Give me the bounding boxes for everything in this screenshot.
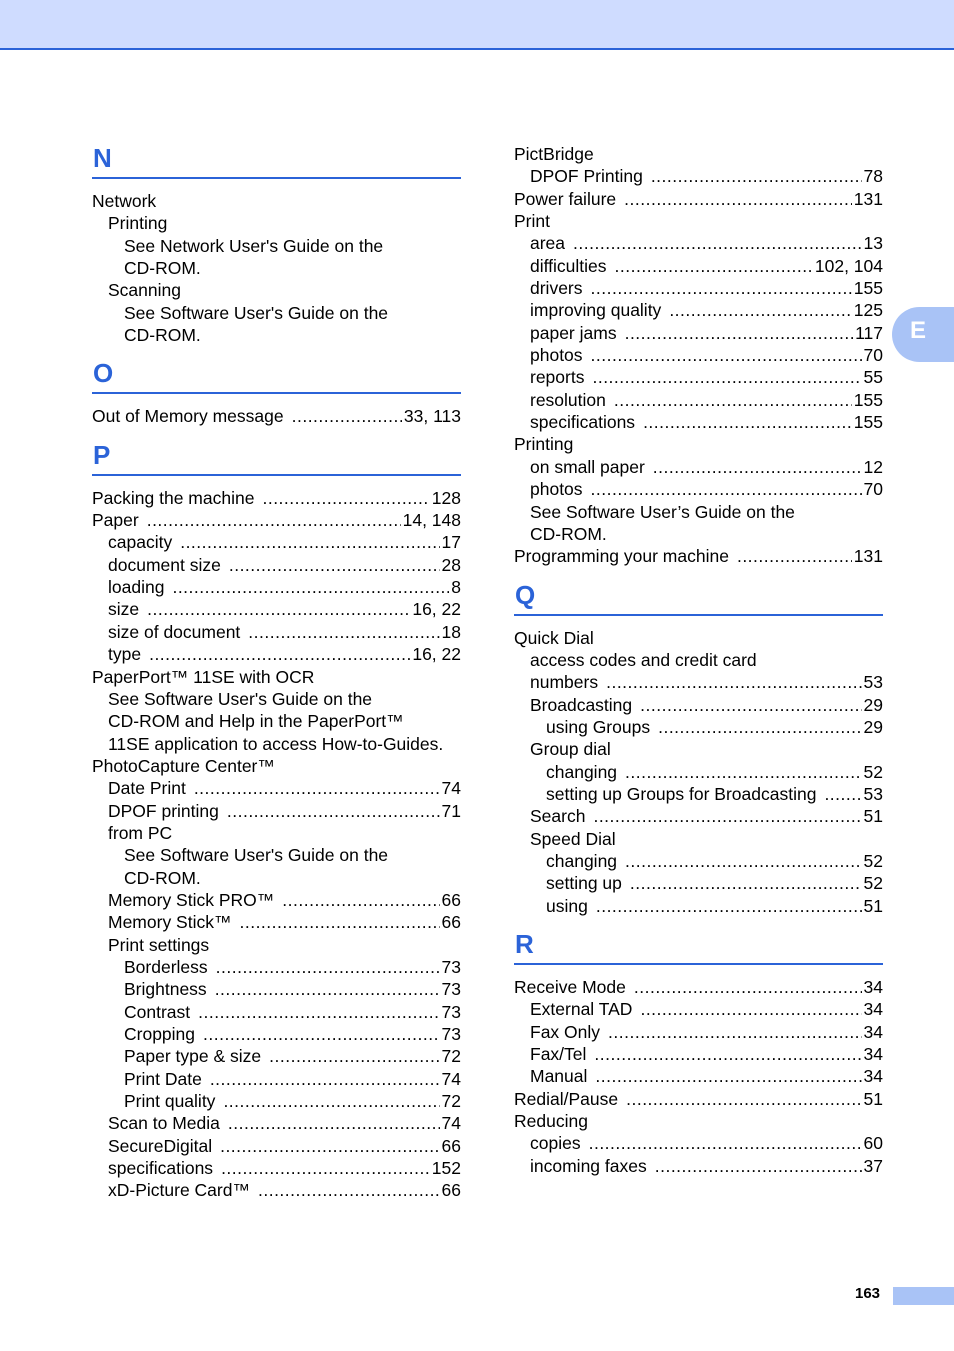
index-entry	[514, 523, 883, 545]
index-entry-label: Programming your machine	[514, 546, 729, 567]
index-page-ref[interactable]: 52	[863, 850, 883, 871]
index-page-ref[interactable]: 70	[863, 479, 883, 500]
index-entry	[514, 872, 883, 894]
page-number: 163	[855, 1285, 881, 1302]
dot-leader	[194, 777, 440, 799]
index-page-ref[interactable]: 55	[863, 367, 883, 388]
index-entry-label: See Software User's Guide on the	[124, 302, 389, 323]
index-entry-label: photos	[530, 345, 583, 366]
index-page-ref[interactable]: 29	[863, 694, 883, 715]
dot-leader	[198, 1001, 439, 1023]
index-page-ref[interactable]: 53	[863, 672, 883, 693]
index-entry	[514, 210, 883, 232]
index-entry-label: Power failure	[514, 188, 617, 209]
index-entry-label: Date Print	[108, 778, 186, 799]
dot-leader	[147, 509, 401, 531]
index-entry	[514, 783, 883, 805]
index-entry-label: loading	[108, 577, 165, 598]
index-page-ref[interactable]: 102, 104	[814, 255, 883, 276]
index-entry-label: drivers	[530, 278, 583, 299]
index-entry	[92, 889, 461, 911]
index-entry-label: setting up Groups for Broadcasting	[546, 783, 817, 804]
index-entry-label: Fax/Tel	[530, 1044, 587, 1065]
index-entry-label: capacity	[108, 532, 173, 553]
index-entry-label: 11SE application to access How-to-Guides.	[108, 733, 444, 754]
index-entry-label: PhotoCapture Center™	[92, 755, 275, 776]
section-heading: R	[514, 929, 883, 965]
dot-leader	[215, 978, 440, 1000]
index-entry	[514, 322, 883, 344]
index-entry-label: using	[546, 895, 588, 916]
dot-leader	[643, 411, 852, 433]
index-page-ref[interactable]: 51	[863, 1088, 883, 1109]
index-entry-label: document size	[108, 554, 221, 575]
dot-leader	[653, 456, 862, 478]
index-entry	[514, 456, 883, 478]
index-page-ref[interactable]: 74	[441, 778, 461, 799]
index-entry	[514, 389, 883, 411]
index-page-ref[interactable]: 155	[853, 389, 883, 410]
dot-leader	[269, 1045, 439, 1067]
index-page-ref[interactable]: 16, 22	[412, 599, 461, 620]
dot-leader	[248, 621, 439, 643]
index-entry-label: using Groups	[546, 716, 651, 737]
index-entry	[514, 895, 883, 917]
index-entry-label: External TAD	[530, 999, 633, 1020]
dot-leader	[737, 545, 852, 567]
dot-leader	[630, 872, 862, 894]
dot-leader	[239, 911, 439, 933]
index-page-ref[interactable]: 52	[863, 873, 883, 894]
section-tab-label: E	[910, 317, 927, 344]
index-entry	[514, 299, 883, 321]
index-entry-label: type	[108, 644, 142, 665]
index-entry-label: Scan to Media	[108, 1113, 220, 1134]
index-entry-label: Paper type & size	[124, 1046, 262, 1067]
index-page-ref[interactable]: 131	[853, 188, 883, 209]
index-entry	[92, 1023, 461, 1045]
index-entry	[92, 257, 461, 279]
dot-leader	[591, 344, 862, 366]
index-entry	[92, 487, 461, 509]
section-heading: P	[92, 440, 461, 476]
index-entry	[514, 805, 883, 827]
index-page-ref[interactable]: 28	[441, 554, 461, 575]
index-entry	[92, 576, 461, 598]
dot-leader	[228, 1112, 440, 1134]
index-page-ref[interactable]: 72	[441, 1091, 461, 1112]
index-entry	[92, 1001, 461, 1023]
index-entry-label: Search	[530, 806, 586, 827]
index-entry-label: Out of Memory message	[92, 406, 284, 427]
dot-leader	[626, 1088, 861, 1110]
index-page-ref[interactable]: 29	[863, 716, 883, 737]
index-page-ref[interactable]: 34	[863, 999, 883, 1020]
index-entry	[92, 956, 461, 978]
index-entry	[514, 366, 883, 388]
dot-leader	[625, 761, 861, 783]
dot-leader	[589, 1132, 862, 1154]
index-entry	[92, 822, 461, 844]
dot-leader	[180, 531, 439, 553]
index-entry	[92, 867, 461, 889]
dot-leader	[669, 299, 851, 321]
dot-leader	[606, 671, 861, 693]
index-section	[92, 440, 461, 1202]
index-page-ref[interactable]: 14, 148	[402, 510, 461, 531]
index-entry-label: Print Date	[124, 1068, 202, 1089]
index-entry	[92, 598, 461, 620]
index-entry	[514, 828, 883, 850]
dot-leader	[625, 322, 854, 344]
index-entry	[92, 554, 461, 576]
index-entry-label: paper jams	[530, 322, 617, 343]
index-section	[514, 580, 883, 917]
index-entry-label: setting up	[546, 873, 622, 894]
index-page-ref[interactable]: 155	[853, 278, 883, 299]
index-entry-label: Reducing	[514, 1111, 588, 1132]
index-entry-label: Print quality	[124, 1091, 216, 1112]
dot-leader	[624, 188, 852, 210]
dot-leader	[227, 800, 440, 822]
index-entry-label: Broadcasting	[530, 694, 633, 715]
index-entry	[92, 911, 461, 933]
index-entry-label: on small paper	[530, 456, 645, 477]
index-entry	[92, 1135, 461, 1157]
dot-leader	[615, 255, 813, 277]
index-entry-label: access codes and credit card	[530, 649, 757, 670]
index-page-ref[interactable]: 66	[441, 912, 461, 933]
index-entry	[514, 277, 883, 299]
index-entry-label: Printing	[108, 213, 168, 234]
dot-leader	[220, 1135, 439, 1157]
index-entry	[514, 255, 883, 277]
index-page-ref[interactable]: 152	[431, 1158, 461, 1179]
index-page-ref[interactable]: 53	[863, 783, 883, 804]
index-entry	[514, 143, 883, 165]
index-entry	[92, 1112, 461, 1134]
index-page-ref[interactable]: 73	[441, 979, 461, 1000]
index-entry-label: PictBridge	[514, 144, 594, 164]
index-entry	[92, 1045, 461, 1067]
index-entry-label: size	[108, 599, 140, 620]
index-page-ref[interactable]: 131	[853, 546, 883, 567]
index-page-ref[interactable]: 34	[863, 1044, 883, 1065]
index-entry	[92, 190, 461, 212]
index-section	[92, 358, 461, 427]
section-tab[interactable]	[892, 307, 954, 362]
index-column-left	[92, 143, 461, 1214]
index-entry	[514, 850, 883, 872]
dot-leader	[216, 956, 440, 978]
dot-leader	[651, 165, 862, 187]
index-entry-label: DPOF Printing	[530, 166, 643, 187]
index-entry-label: Manual	[530, 1066, 588, 1087]
index-entry	[514, 545, 883, 567]
index-entry-label: Brightness	[124, 979, 207, 1000]
dot-leader	[625, 850, 861, 872]
index-page-ref[interactable]: 71	[441, 800, 461, 821]
section-heading: N	[92, 143, 461, 179]
index-page-ref[interactable]: 66	[441, 1180, 461, 1201]
dot-leader	[655, 1155, 862, 1177]
index-entry	[92, 934, 461, 956]
index-entry-label: Network	[92, 191, 157, 211]
index-entry	[92, 777, 461, 799]
index-page-ref[interactable]: 72	[441, 1046, 461, 1067]
dot-leader	[640, 998, 861, 1020]
index-entry-label: changing	[546, 850, 618, 871]
index-entry-label: Redial/Pause	[514, 1088, 619, 1109]
index-entry-label: CD-ROM.	[124, 258, 201, 279]
index-entry-label: Memory Stick™	[108, 912, 232, 933]
index-entry-label: DPOF printing	[108, 800, 219, 821]
index-entry	[92, 405, 461, 427]
index-entry	[514, 411, 883, 433]
index-entry	[514, 1088, 883, 1110]
index-section	[92, 143, 461, 346]
index-entry-label: Print	[514, 211, 550, 232]
index-entry-label: See Network User's Guide on the	[124, 235, 384, 256]
index-page-ref[interactable]: 18	[441, 621, 461, 642]
dot-leader	[258, 1179, 440, 1201]
index-entry	[514, 738, 883, 760]
index-entry-label: Packing the machine	[92, 487, 255, 508]
index-entry	[92, 509, 461, 531]
index-entry	[514, 1132, 883, 1154]
index-entry	[514, 433, 883, 455]
section-heading: Q	[514, 580, 883, 616]
footer-bar	[893, 1287, 954, 1305]
index-page-ref[interactable]: 66	[441, 889, 461, 910]
index-page-ref[interactable]: 117	[855, 322, 883, 343]
index-page-ref[interactable]: 155	[853, 412, 883, 433]
dot-leader	[149, 643, 410, 665]
index-entry-label: SecureDigital	[108, 1135, 213, 1156]
index-entry-label: numbers	[530, 672, 599, 693]
index-page-ref[interactable]: 73	[441, 956, 461, 977]
index-entry-label: from PC	[108, 822, 173, 843]
index-entry	[92, 710, 461, 732]
index-entry-label: Memory Stick PRO™	[108, 889, 275, 910]
index-entry	[92, 531, 461, 553]
index-entry-label: incoming faxes	[530, 1155, 647, 1176]
dot-leader	[221, 1157, 430, 1179]
index-entry	[92, 235, 461, 257]
index-entry	[514, 998, 883, 1020]
index-entry-label: size of document	[108, 621, 241, 642]
index-entry	[514, 1155, 883, 1177]
index-page-ref[interactable]: 60	[863, 1133, 883, 1154]
index-page-ref[interactable]: 34	[863, 977, 883, 997]
dot-leader	[593, 805, 861, 827]
index-entry-label: Print settings	[108, 934, 210, 955]
index-entry	[92, 643, 461, 665]
index-page-ref[interactable]: 74	[441, 1068, 461, 1089]
index-entry	[92, 1157, 461, 1179]
index-entry-label: See Software User's Guide on the	[108, 688, 373, 709]
dot-leader	[658, 716, 861, 738]
index-entry	[514, 694, 883, 716]
index-entry	[514, 976, 883, 998]
index-entry-label: reports	[530, 367, 585, 388]
dot-leader	[592, 366, 861, 388]
index-entry-label: specifications	[530, 412, 636, 433]
dot-leader	[172, 576, 449, 598]
dot-leader	[824, 783, 861, 805]
dot-leader	[292, 405, 402, 427]
index-entry	[514, 1110, 883, 1132]
index-page-ref[interactable]: 8	[451, 577, 461, 598]
index-entry-label: Contrast	[124, 1001, 191, 1022]
index-page-ref[interactable]: 12	[863, 456, 883, 477]
index-page-ref[interactable]: 34	[863, 1021, 883, 1042]
index-entry	[514, 165, 883, 187]
index-page-ref[interactable]: 37	[863, 1155, 883, 1176]
index-entry	[92, 666, 461, 688]
index-entry-label: Fax Only	[530, 1021, 601, 1042]
index-entry-label: CD-ROM and Help in the PaperPort™	[108, 711, 404, 732]
index-entry-label: area	[530, 233, 566, 254]
index-page-ref[interactable]: 16, 22	[412, 644, 461, 665]
index-page-ref[interactable]: 74	[441, 1113, 461, 1134]
index-entry	[514, 671, 883, 693]
index-entry	[514, 1065, 883, 1087]
header-band	[0, 0, 954, 50]
index-entry	[92, 844, 461, 866]
index-page-ref[interactable]: 34	[863, 1066, 883, 1087]
index-entry	[92, 324, 461, 346]
index-entry	[514, 1021, 883, 1043]
index-section	[514, 143, 883, 568]
index-entry	[514, 478, 883, 500]
index-entry	[92, 1068, 461, 1090]
index-entry-label: Paper	[92, 510, 139, 531]
index-entry-label: CD-ROM.	[124, 867, 201, 888]
dot-leader	[614, 389, 852, 411]
index-entry-label: See Software User's Guide on the	[124, 845, 389, 866]
dot-leader	[608, 1021, 862, 1043]
index-entry	[514, 627, 883, 649]
index-entry	[92, 302, 461, 324]
index-entry	[514, 232, 883, 254]
dot-leader	[147, 598, 410, 620]
dot-leader	[203, 1023, 440, 1045]
index-entry	[514, 1043, 883, 1065]
index-entry-label: CD-ROM.	[530, 523, 607, 544]
dot-leader	[634, 976, 862, 998]
index-entry-label: photos	[530, 479, 583, 500]
index-entry	[514, 188, 883, 210]
dot-leader	[229, 554, 440, 576]
index-entry	[514, 761, 883, 783]
index-entry-label: Printing	[514, 434, 574, 455]
index-entry	[514, 344, 883, 366]
index-entry-label: Borderless	[124, 956, 208, 977]
dot-leader	[640, 694, 861, 716]
dot-leader	[591, 277, 852, 299]
index-entry-label: Scanning	[108, 280, 181, 301]
index-entry-label: difficulties	[530, 255, 607, 276]
index-page-ref[interactable]: 78	[863, 166, 883, 187]
dot-leader	[596, 895, 862, 917]
dot-leader	[595, 1065, 861, 1087]
index-page-ref[interactable]: 33, 113	[403, 406, 461, 427]
section-heading: O	[92, 358, 461, 394]
index-entry-label: Speed Dial	[530, 828, 616, 849]
index-page-ref[interactable]: 125	[853, 300, 883, 321]
index-page-ref[interactable]: 66	[441, 1135, 461, 1156]
index-entry	[92, 1179, 461, 1201]
index-entry	[92, 978, 461, 1000]
index-entry-label: Receive Mode	[514, 977, 626, 997]
dot-leader	[594, 1043, 861, 1065]
index-entry-label: PaperPort™ 11SE with OCR	[92, 666, 315, 687]
index-entry-label: improving quality	[530, 300, 662, 321]
dot-leader	[262, 487, 429, 509]
index-page-ref[interactable]: 73	[441, 1001, 461, 1022]
index-entry-label: changing	[546, 761, 618, 782]
index-entry-label: Group dial	[530, 739, 611, 760]
index-entry-label: CD-ROM.	[124, 325, 201, 346]
index-entry	[92, 279, 461, 301]
index-section	[514, 929, 883, 1177]
index-entry	[92, 621, 461, 643]
dot-leader	[223, 1090, 439, 1112]
index-page-ref[interactable]: 52	[863, 761, 883, 782]
index-page-ref[interactable]: 51	[863, 806, 883, 827]
index-page-ref[interactable]: 13	[863, 233, 883, 254]
index-entry	[514, 716, 883, 738]
dot-leader	[210, 1068, 440, 1090]
index-page-ref[interactable]: 73	[441, 1024, 461, 1044]
index-entry	[92, 755, 461, 777]
index-entry-label: Quick Dial	[514, 627, 594, 648]
index-entry-label: resolution	[530, 389, 606, 410]
index-entry-label: Cropping	[124, 1024, 196, 1044]
index-entry	[92, 688, 461, 710]
index-page-ref[interactable]: 128	[431, 487, 461, 508]
index-entry-label: copies	[530, 1133, 581, 1154]
index-entry-label: xD-Picture Card™	[108, 1180, 250, 1201]
index-entry	[92, 1090, 461, 1112]
index-page-ref[interactable]: 51	[863, 895, 883, 916]
dot-leader	[573, 232, 862, 254]
index-entry	[514, 649, 883, 671]
index-page-ref[interactable]: 17	[441, 532, 461, 553]
index-page-ref[interactable]: 70	[863, 345, 883, 366]
index-entry	[514, 501, 883, 523]
dot-leader	[591, 478, 862, 500]
index-entry	[92, 800, 461, 822]
dot-leader	[282, 889, 439, 911]
index-entry	[92, 212, 461, 234]
index-entry	[92, 733, 461, 755]
index-entry-label: specifications	[108, 1158, 214, 1179]
index-column-right	[514, 143, 883, 1189]
index-entry-label: See Software User’s Guide on the	[530, 501, 795, 522]
